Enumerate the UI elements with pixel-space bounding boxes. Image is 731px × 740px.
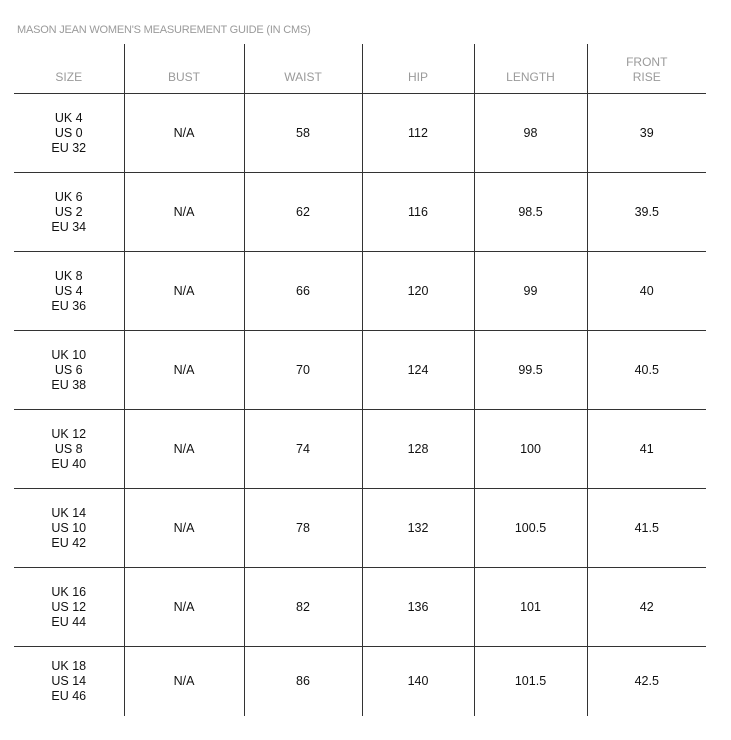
cell-hip: 112 [362,94,474,173]
cell-front-rise: 39.5 [587,173,706,252]
size-label: EU 34 [51,219,87,234]
size-label: US 12 [51,599,87,614]
header-front-rise-line-1: FRONT [626,55,668,69]
table-row [14,252,706,331]
size-label: US 4 [54,283,83,298]
cell-waist: 62 [244,173,362,252]
cell-bust: N/A [124,647,244,717]
cell-bust: N/A [124,410,244,489]
cell-size [14,647,124,717]
cell-front-rise: 42.5 [587,647,706,717]
size-label: EU 36 [51,298,87,313]
cell-length: 101.5 [474,647,587,717]
cell-size [14,489,124,568]
header-hip: HIP [362,44,474,94]
cell-length: 100.5 [474,489,587,568]
size-label: UK 6 [54,189,83,204]
cell-size [14,252,124,331]
size-label: UK 12 [51,426,87,441]
cell-waist: 66 [244,252,362,331]
header-front-rise-line-2: RISE [632,70,661,84]
table-row [14,94,706,173]
table-row [14,568,706,647]
cell-hip: 132 [362,489,474,568]
cell-hip: 140 [362,647,474,717]
header-length: LENGTH [474,44,587,94]
measurement-table [14,44,706,716]
cell-length: 99.5 [474,331,587,410]
table-row [14,647,706,717]
cell-bust: N/A [124,568,244,647]
size-label: UK 4 [54,110,83,125]
size-label: UK 14 [51,505,87,520]
cell-front-rise: 40 [587,252,706,331]
size-label: UK 18 [51,659,87,673]
cell-length: 100 [474,410,587,489]
header-bust: BUST [124,44,244,94]
cell-front-rise: 41.5 [587,489,706,568]
header-waist: WAIST [244,44,362,94]
cell-size [14,568,124,647]
cell-hip: 124 [362,331,474,410]
size-label: EU 44 [51,614,87,629]
cell-length: 99 [474,252,587,331]
size-label: US 2 [54,204,83,219]
size-label: EU 46 [51,689,87,703]
header-front-rise [587,44,706,94]
cell-waist: 58 [244,94,362,173]
cell-front-rise: 42 [587,568,706,647]
cell-length: 101 [474,568,587,647]
cell-size [14,173,124,252]
cell-waist: 86 [244,647,362,717]
size-label: UK 8 [54,268,83,283]
cell-hip: 116 [362,173,474,252]
cell-size [14,410,124,489]
size-label: UK 16 [51,584,87,599]
cell-waist: 82 [244,568,362,647]
size-label: US 10 [51,520,87,535]
cell-size [14,94,124,173]
cell-front-rise: 40.5 [587,331,706,410]
cell-hip: 136 [362,568,474,647]
cell-hip: 128 [362,410,474,489]
size-label: US 14 [51,674,87,688]
table-row [14,489,706,568]
cell-waist: 78 [244,489,362,568]
size-label: EU 42 [51,535,87,550]
table-row [14,410,706,489]
cell-bust: N/A [124,94,244,173]
page-title: MASON JEAN WOMEN'S MEASUREMENT GUIDE (IN CMS) [17,24,311,36]
size-label: US 0 [54,125,83,140]
size-label: EU 32 [51,140,87,155]
size-label: EU 38 [51,377,87,392]
cell-waist: 70 [244,331,362,410]
size-label: UK 10 [51,347,87,362]
table-row [14,173,706,252]
table-header-row [14,44,706,94]
size-label: US 6 [54,362,83,377]
size-label: EU 40 [51,456,87,471]
table-row [14,331,706,410]
size-label: US 8 [54,441,83,456]
cell-bust: N/A [124,173,244,252]
cell-waist: 74 [244,410,362,489]
cell-length: 98.5 [474,173,587,252]
cell-bust: N/A [124,252,244,331]
cell-bust: N/A [124,489,244,568]
cell-size [14,331,124,410]
cell-length: 98 [474,94,587,173]
header-size: SIZE [14,44,124,94]
cell-hip: 120 [362,252,474,331]
cell-front-rise: 39 [587,94,706,173]
cell-front-rise: 41 [587,410,706,489]
cell-bust: N/A [124,331,244,410]
